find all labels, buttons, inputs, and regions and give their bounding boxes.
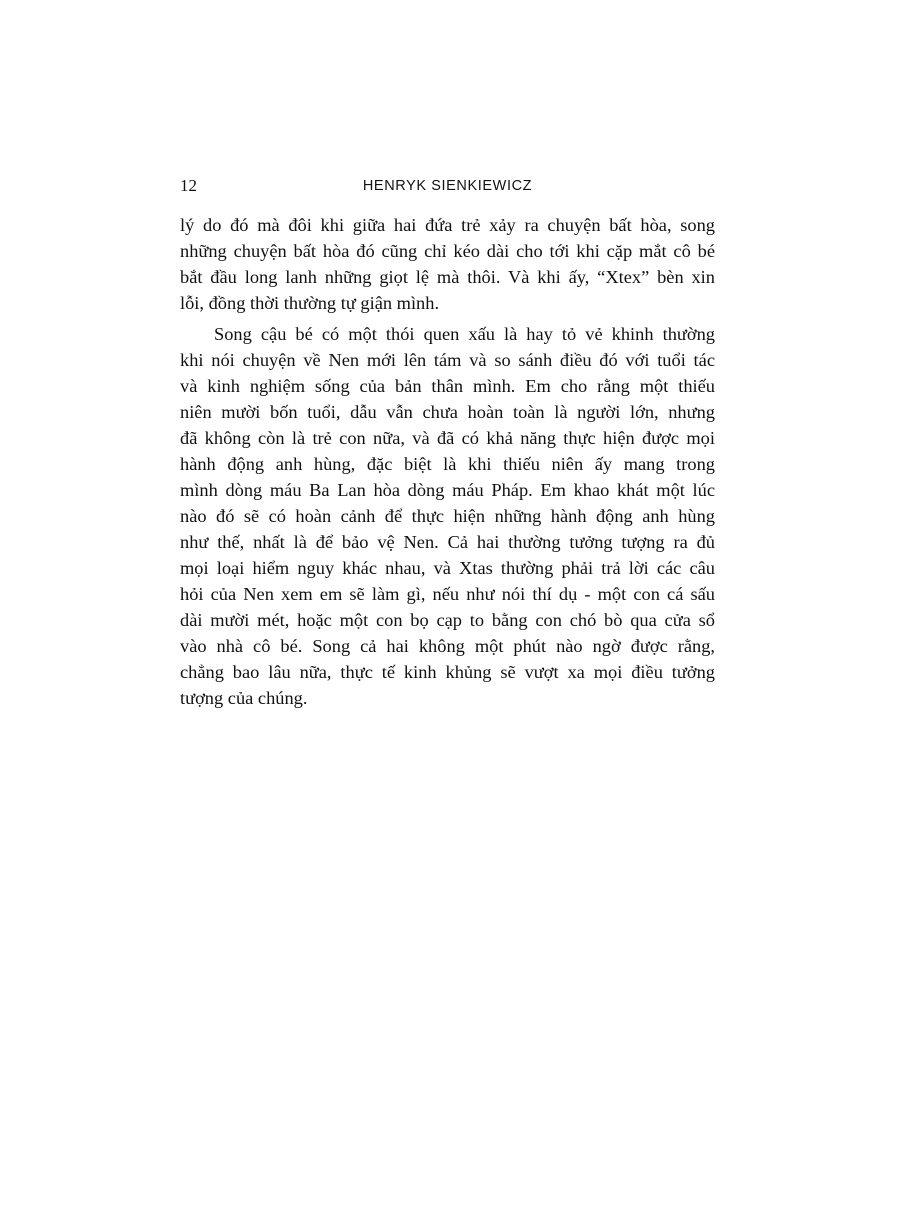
text-line: Song cậu bé có một thói quen xấu là hay tỏ vẻ khinh thường xyxy=(214,324,715,344)
running-head xyxy=(180,174,715,198)
page-number: 12 xyxy=(180,176,197,195)
text-line: mọi loại hiểm nguy khác nhau, và Xtas thường phải trả lời các câu xyxy=(180,558,715,578)
text-line: niên mười bốn tuổi, dẫu vẫn chưa hoàn toàn là người lớn, nhưng xyxy=(180,402,715,422)
text-line: nào đó sẽ có hoàn cảnh để thực hiện những hành động anh hùng xyxy=(180,506,715,526)
text-line: tượng của chúng. xyxy=(180,688,308,708)
text-line: vào nhà cô bé. Song cả hai không một phút nào ngờ được rằng, xyxy=(180,636,715,656)
text-line: như thế, nhất là để bảo vệ Nen. Cả hai thường tưởng tượng ra đủ xyxy=(180,532,715,552)
text-line: lý do đó mà đôi khi giữa hai đứa trẻ xảy ra chuyện bất hòa, song xyxy=(180,215,715,235)
text-line: đã không còn là trẻ con nữa, và đã có khả năng thực hiện được mọi xyxy=(180,428,715,448)
text-line: khi nói chuyện về Nen mới lên tám và so sánh điều đó với tuổi tác xyxy=(180,350,715,370)
running-title: HENRYK SIENKIEWICZ xyxy=(362,178,533,194)
text-line: những chuyện bất hòa đó cũng chỉ kéo dài cho tới khi cặp mắt cô bé xyxy=(180,241,715,261)
text-line: lỗi, đồng thời thường tự giận mình. xyxy=(180,293,440,313)
text-line: và kinh nghiệm sống của bản thân mình. Em cho rằng một thiếu xyxy=(180,376,715,396)
text-line: bắt đầu long lanh những giọt lệ mà thôi. Và khi ấy, “Xtex” bèn xin xyxy=(180,267,715,287)
body-text xyxy=(180,212,715,711)
text-line: hành động anh hùng, đặc biệt là khi thiếu niên ấy mang trong xyxy=(180,454,715,474)
paragraph-1 xyxy=(180,212,715,316)
text-line: hỏi của Nen xem em sẽ làm gì, nếu như nói thí dụ - một con cá sấu xyxy=(180,584,715,604)
paragraph-2 xyxy=(180,321,715,711)
text-line: dài mười mét, hoặc một con bọ cạp to bằng con chó bò qua cửa sổ xyxy=(180,610,715,630)
text-line: mình dòng máu Ba Lan hòa dòng máu Pháp. Em khao khát một lúc xyxy=(180,480,715,500)
text-line: chẳng bao lâu nữa, thực tế kinh khủng sẽ vượt xa mọi điều tưởng xyxy=(180,662,715,682)
